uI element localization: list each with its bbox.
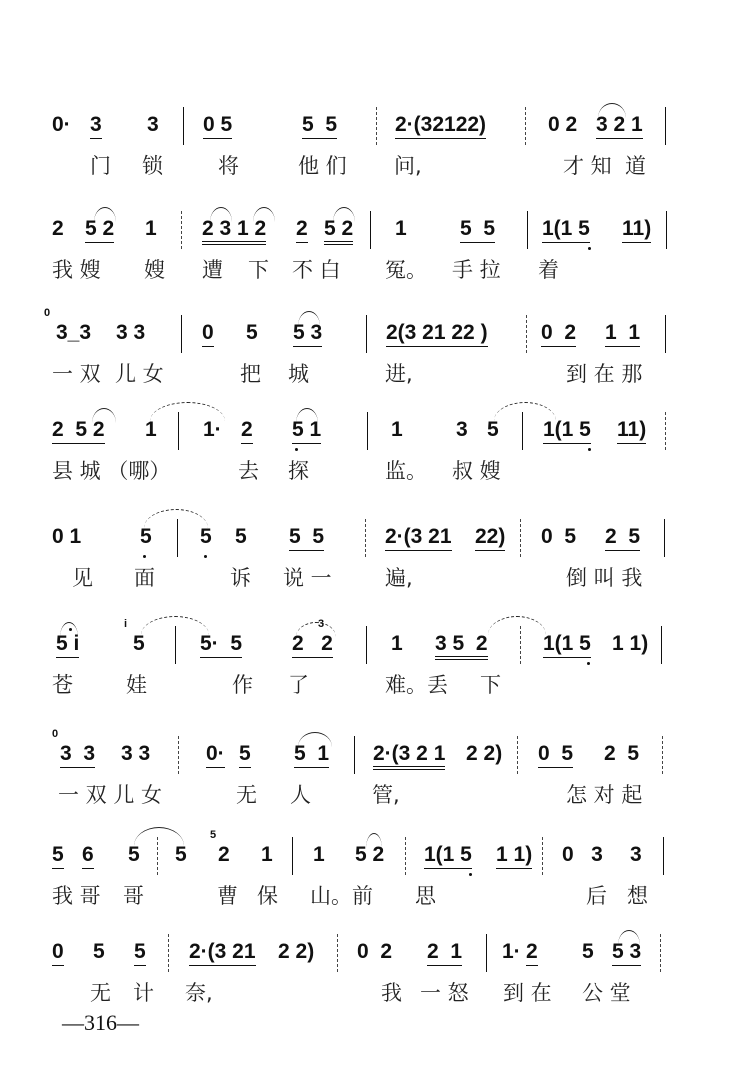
low-octave-dot (587, 662, 590, 665)
score-system-7 (0, 728, 736, 832)
note-group: 0 1 (52, 525, 82, 548)
note-group: 5 (235, 525, 247, 548)
lyric-text: 哥 (123, 884, 144, 908)
score-system-5 (0, 525, 736, 615)
note-group: 2 (526, 940, 538, 966)
note-group: 1· (203, 418, 222, 441)
lyric-text: 奈, (185, 981, 213, 1005)
score-system-8 (0, 829, 736, 933)
note-group: 5 (175, 843, 187, 866)
note-group: 0 (202, 321, 214, 347)
note-group: 0· (52, 113, 71, 136)
barline (663, 837, 664, 875)
note-group: 0 2 (357, 940, 393, 963)
dashed-barline (662, 736, 663, 774)
lyric-text: 嫂 (144, 258, 165, 282)
lyric-text: 冤。 (385, 258, 427, 282)
note-group: 1 (145, 418, 157, 441)
lyric-text: 保 (257, 884, 278, 908)
lyric-text: 去 (238, 459, 259, 483)
barline (665, 107, 666, 145)
slur-arc (141, 616, 209, 635)
note-group: 5 2 (324, 217, 353, 245)
lyric-text: 说 一 (283, 566, 332, 590)
note-group: 3 (630, 843, 642, 866)
grace-note: i (124, 618, 128, 630)
lyric-text: 我 (381, 981, 402, 1005)
lyric-text: 苍 (52, 673, 73, 697)
dashed-barline (376, 107, 377, 145)
lyric-text: 怎 对 起 (566, 783, 643, 807)
note-group: 0 3 (562, 843, 603, 866)
note-group: 3 3 (121, 742, 151, 765)
low-octave-dot (469, 873, 472, 876)
note-group: 5 (93, 940, 105, 963)
lyric-text: 了 (288, 673, 309, 697)
lyric-text: 遭 (202, 258, 223, 282)
page-number: —316— (62, 1010, 139, 1035)
dashed-barline (542, 837, 543, 875)
note-group: 1· (502, 940, 521, 963)
dashed-barline (405, 837, 406, 875)
grace-note: 5 (210, 829, 217, 841)
barline (370, 211, 371, 249)
note-group: 3 2 1 (596, 113, 643, 139)
note-group: 1(1 5 (543, 418, 591, 444)
score-system-6 (0, 618, 736, 722)
dashed-barline (168, 934, 169, 972)
lyric-text: 无 (236, 783, 257, 807)
lyric-text: 监。 (385, 459, 427, 483)
dashed-barline (660, 934, 661, 972)
note-group: 5 i (56, 632, 79, 658)
note-group: 5 (487, 418, 499, 441)
note-group: 2 2) (278, 940, 315, 963)
note-group: 1 1 (605, 321, 640, 347)
lyric-text: 一 双 儿 女 (58, 783, 163, 807)
lyric-text: 进, (385, 362, 413, 386)
note-group: 5 3 (612, 940, 641, 966)
lyric-text: 山。前 (310, 884, 373, 908)
note-group: 5 (134, 940, 146, 966)
note-group: 3_3 (56, 321, 92, 344)
note-group: 1 (391, 418, 403, 441)
slur-arc (144, 509, 208, 528)
lyric-text: 不 白 (292, 258, 341, 282)
note-group: 2 3 1 2 (202, 217, 266, 245)
barline (181, 315, 182, 353)
note-group: 5 (128, 843, 140, 866)
note-group: 5 (246, 321, 258, 344)
barline (366, 626, 367, 664)
lyric-text: 想 (627, 884, 648, 908)
lyric-text: 县 城 （哪） (52, 459, 171, 483)
barline (367, 412, 368, 450)
note-group: 1 1) (496, 843, 532, 869)
note-group: 2 (52, 217, 64, 240)
note-group: 2(3 21 22 ) (386, 321, 488, 347)
lyric-text: 人 (290, 783, 311, 807)
note-group: 1(1 5 (543, 632, 591, 658)
note-group: 3 (147, 113, 159, 136)
barline (527, 211, 528, 249)
note-group: 5 1 (294, 742, 329, 768)
lyric-text: 才 知 道 (563, 154, 647, 178)
barline (292, 837, 293, 875)
dashed-barline (365, 519, 366, 557)
low-octave-dot (143, 555, 146, 558)
lyric-text: 倒 叫 我 (566, 566, 643, 590)
note-group: 5 2 (355, 843, 385, 866)
dashed-barline (665, 412, 666, 450)
dashed-barline (525, 107, 526, 145)
note-group: 1 (391, 632, 403, 655)
note-group: 2·(3 2 1 (373, 742, 445, 770)
grace-note: 0 (52, 728, 59, 740)
lyric-text: 手 拉 (452, 258, 501, 282)
grace-note: 3 (318, 618, 325, 630)
note-group: 0 2 (541, 321, 576, 347)
note-group: 1(1 5 (424, 843, 472, 869)
lyric-text: 把 (240, 362, 261, 386)
low-octave-dot (588, 448, 591, 451)
note-group: 5 (239, 742, 251, 768)
note-group: 1 1) (612, 632, 649, 655)
note-group: 6 (82, 843, 94, 869)
note-group: 2 5 (605, 525, 640, 551)
dashed-barline (181, 211, 182, 249)
barline (183, 107, 184, 145)
slur-arc (210, 207, 232, 222)
note-group: 5 (52, 843, 64, 869)
note-group: 5 (200, 525, 212, 548)
lyric-text: 城 (288, 362, 309, 386)
slur-arc (366, 833, 382, 848)
high-octave-dot (69, 628, 72, 631)
note-group: 0 5 (538, 742, 573, 768)
lyric-text: 下 (248, 258, 269, 282)
note-group: 0 5 (203, 113, 232, 139)
lyric-text: 我 嫂 (52, 258, 101, 282)
lyric-text: 到 在 那 (566, 362, 643, 386)
grace-note: 0 (44, 307, 51, 319)
barline (666, 211, 667, 249)
lyric-text: 娃 (126, 673, 147, 697)
score-system-1 (0, 113, 736, 203)
lyric-text: 到 在 (503, 981, 552, 1005)
lyric-text: 锁 (142, 154, 163, 178)
lyric-text: 儿 女 (115, 362, 164, 386)
lyric-text: 下 (480, 673, 501, 697)
note-group: 0 2 (548, 113, 578, 136)
note-group: 11) (622, 217, 651, 243)
score-system-2 (0, 217, 736, 307)
low-octave-dot (295, 448, 298, 451)
lyric-text: 门 (90, 154, 111, 178)
note-group: 2·(32122) (395, 113, 486, 139)
note-group: 2 1 (427, 940, 462, 966)
note-group: 2 (218, 843, 230, 866)
lyric-text: 我 哥 (52, 884, 101, 908)
lyric-text: 作 (232, 673, 253, 697)
slur-arc (94, 207, 116, 222)
slur-arc (298, 311, 320, 326)
lyric-text: 公 堂 (582, 981, 631, 1005)
barline (486, 934, 487, 972)
lyric-text: 曹 (217, 884, 238, 908)
slur-arc (488, 616, 546, 635)
lyric-text: 探 (288, 459, 309, 483)
note-group: 2 5 2 (52, 418, 105, 444)
note-group: 2 2) (466, 742, 503, 765)
dashed-barline (517, 736, 518, 774)
dashed-barline (526, 315, 527, 353)
low-octave-dot (204, 555, 207, 558)
barline (366, 315, 367, 353)
note-group: 1 (261, 843, 273, 866)
lyric-text: 他 们 (298, 154, 347, 178)
lyric-text: 后 (586, 884, 607, 908)
note-group: 5 1 (292, 418, 321, 444)
note-group: 5 (133, 632, 145, 655)
note-group: 5 3 (293, 321, 322, 347)
note-group: 5 (140, 525, 152, 548)
dashed-barline (520, 519, 521, 557)
lyric-text: 面 (134, 566, 155, 590)
barline (354, 736, 355, 774)
note-group: 3 (90, 113, 102, 139)
note-group: 3 (456, 418, 468, 441)
note-group: 3 5 2 (435, 632, 488, 660)
score-system-3 (0, 307, 736, 411)
dashed-barline (178, 736, 179, 774)
note-group: 3 3 (116, 321, 146, 344)
low-octave-dot (588, 247, 591, 250)
slur-arc (296, 622, 336, 637)
note-group: 2·(3 21 (385, 525, 452, 551)
lyric-text: 见 (72, 566, 93, 590)
lyric-text: 着 (538, 258, 559, 282)
lyric-text: 问, (394, 154, 422, 178)
note-group: 1 (313, 843, 325, 866)
score-system-4 (0, 418, 736, 508)
note-group: 0· (206, 742, 225, 768)
note-group: 11) (617, 418, 646, 444)
note-group: 1 (145, 217, 157, 240)
lyric-text: 管, (372, 783, 400, 807)
note-group: 22) (475, 525, 505, 551)
note-group: 2 5 (604, 742, 640, 765)
note-group: 5 2 (85, 217, 114, 243)
note-group: 2 2 (292, 632, 333, 658)
slur-arc (298, 732, 332, 747)
note-group: 5 5 (289, 525, 324, 551)
slur-arc (598, 103, 626, 118)
lyric-text: 一 双 (52, 362, 101, 386)
note-group: 2 (296, 217, 308, 243)
lyric-text: 思 (415, 884, 436, 908)
lyric-text: 无 (90, 981, 111, 1005)
lyric-text: 遍, (385, 566, 413, 590)
lyric-text: 一 怒 (420, 981, 469, 1005)
note-group: 0 (52, 940, 64, 966)
note-group: 1 (395, 217, 407, 240)
note-group: 0 5 (541, 525, 577, 548)
note-group: 2·(3 21 (189, 940, 256, 966)
lyric-text: 诉 (230, 566, 251, 590)
note-group: 2 (241, 418, 253, 444)
note-group: 1(1 5 (542, 217, 590, 243)
note-group: 5· 5 (200, 632, 242, 658)
lyric-text: 计 (133, 981, 154, 1005)
barline (665, 315, 666, 353)
barline (661, 626, 662, 664)
lyric-text: 难。丢 (385, 673, 448, 697)
slur-arc (333, 207, 355, 222)
lyric-text: 叔 嫂 (452, 459, 501, 483)
slur-arc (253, 207, 275, 222)
note-group: 5 (582, 940, 594, 963)
barline (664, 519, 665, 557)
note-group: 5 5 (460, 217, 495, 243)
dashed-barline (337, 934, 338, 972)
note-group: 3 3 (60, 742, 95, 768)
note-group: 5 5 (302, 113, 337, 139)
lyric-text: 将 (218, 154, 239, 178)
